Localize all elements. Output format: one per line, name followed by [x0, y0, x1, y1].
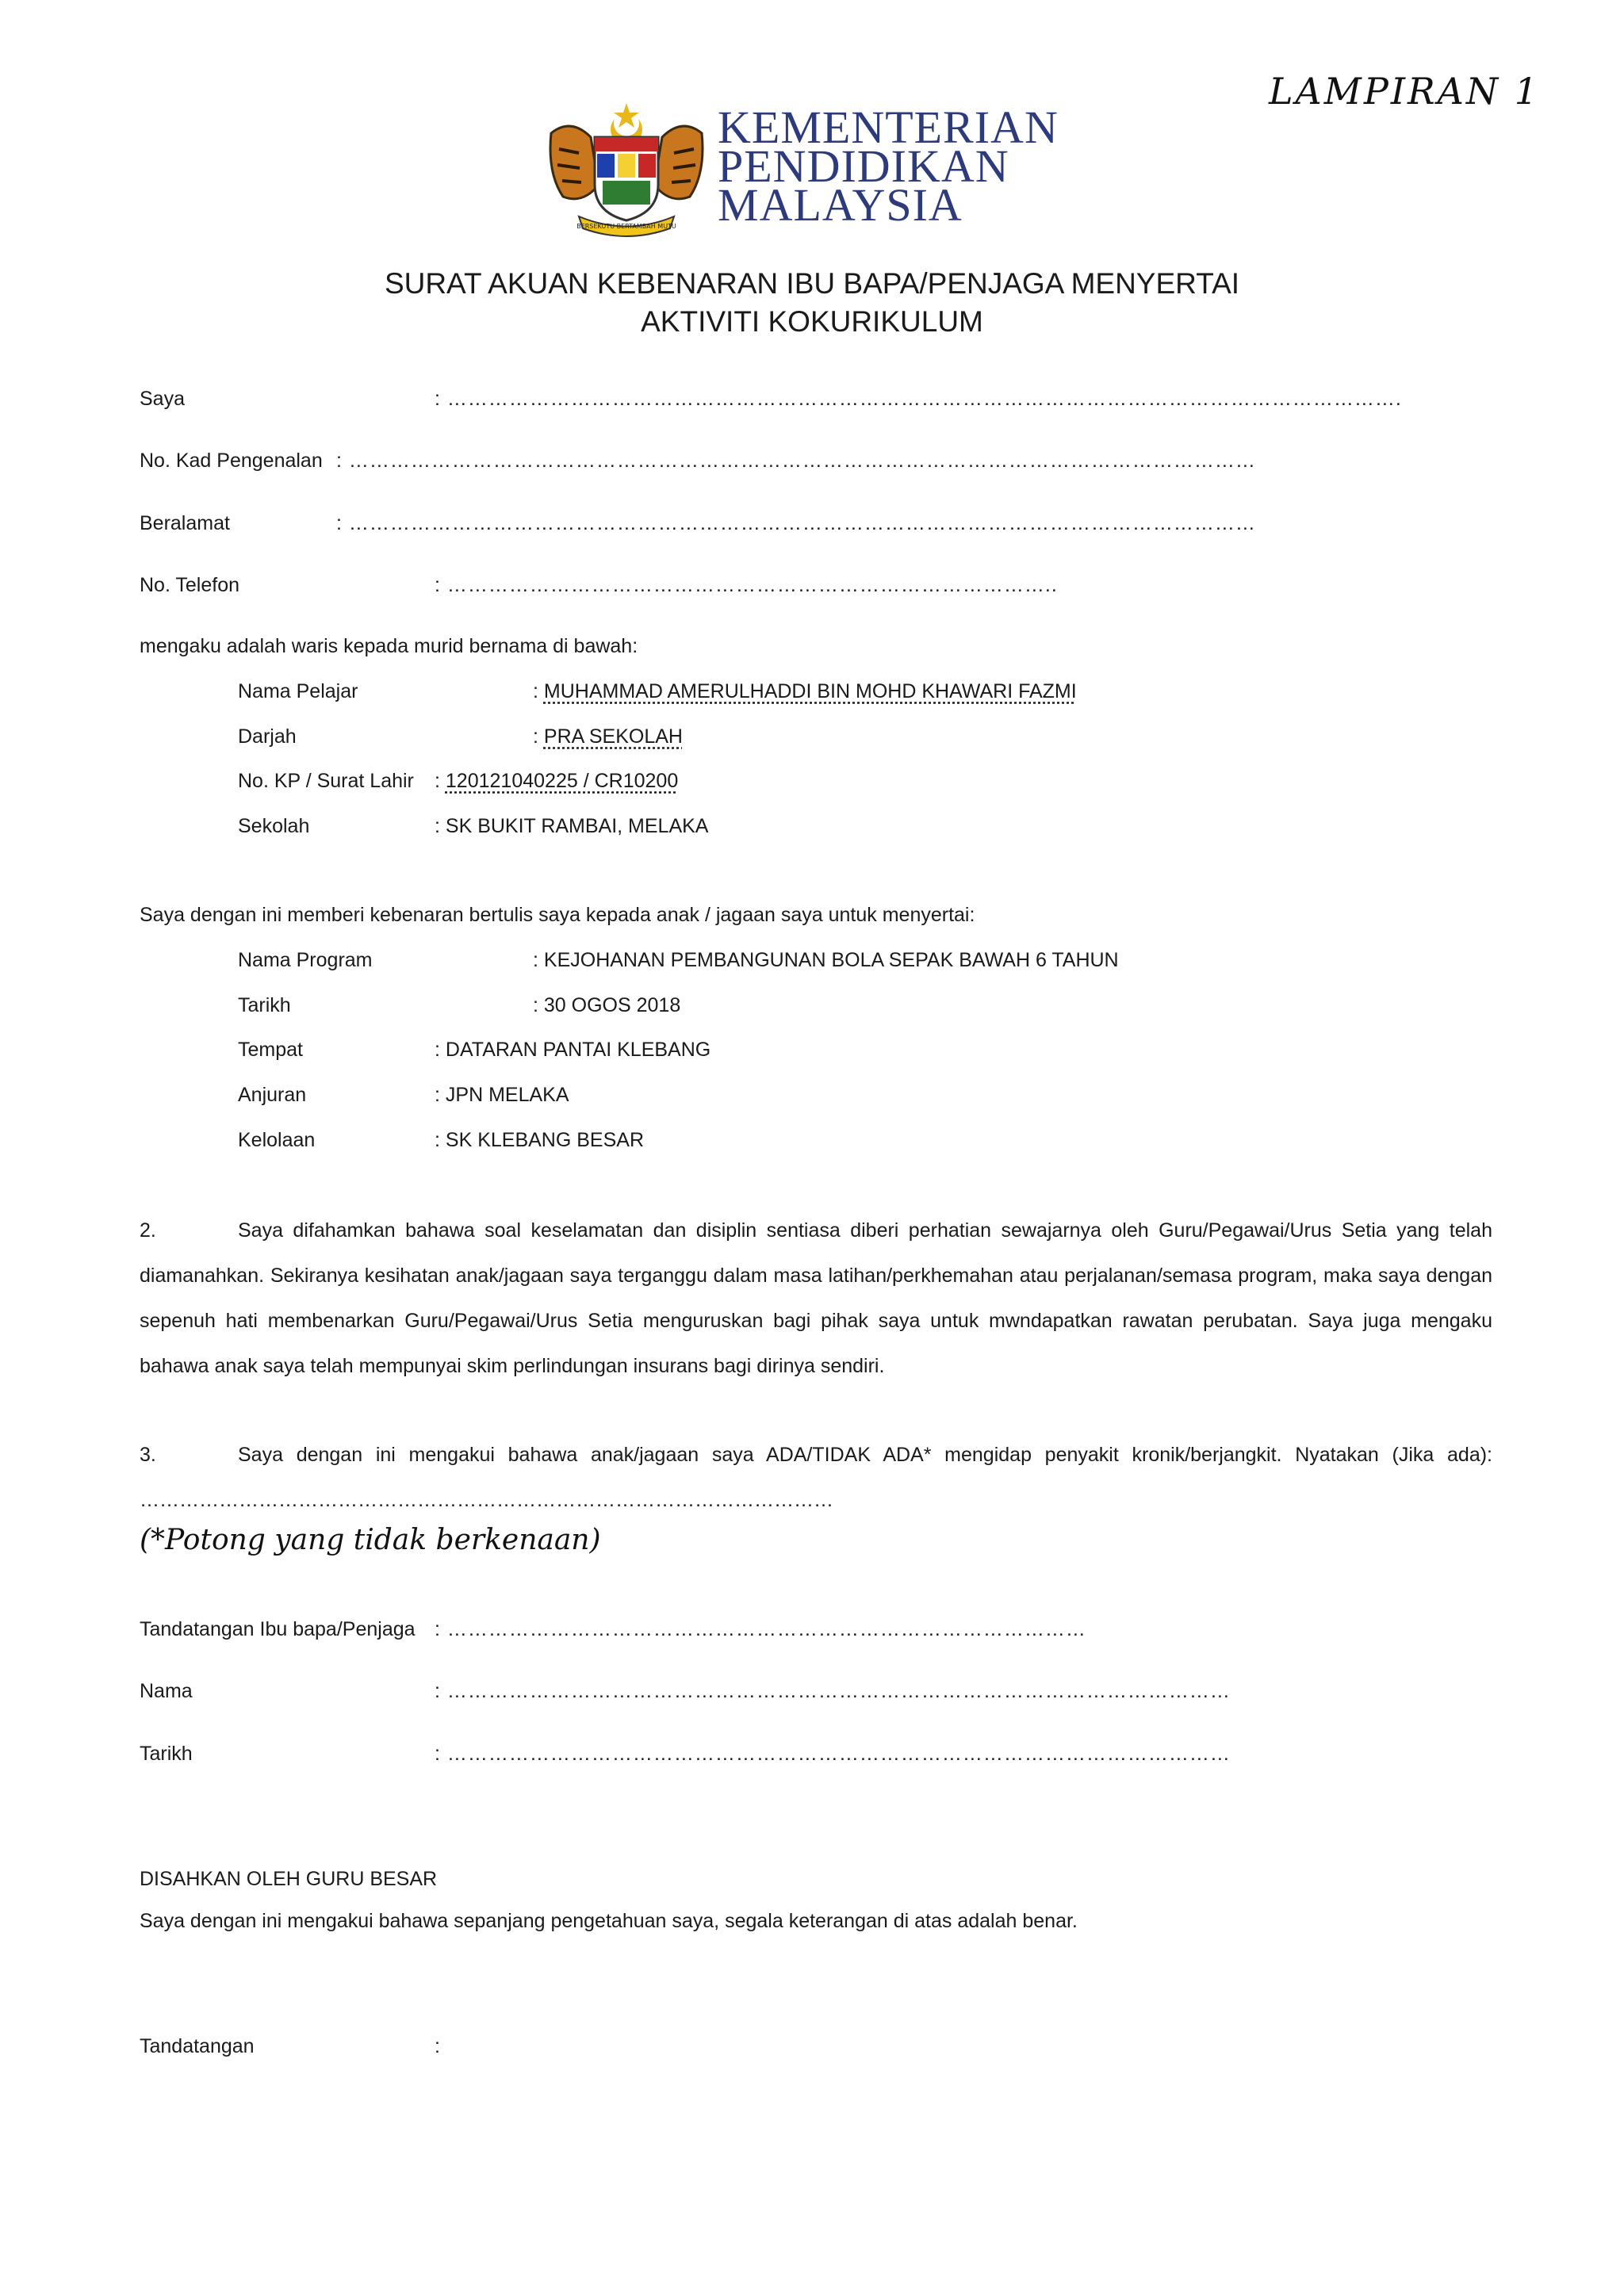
class-value: PRA SEKOLAH	[543, 725, 683, 748]
program-date-value: 30 OGOS 2018	[543, 994, 681, 1016]
paragraph-3-number: 3.	[140, 1444, 156, 1466]
paragraph-2	[140, 1208, 1492, 1389]
kp-row: : 120121040225 / CR10200	[435, 770, 679, 792]
ic-label: No. Kad Pengenalan	[140, 450, 323, 472]
lampiran-label: LAMPIRAN 1	[1269, 70, 1540, 113]
kp-value: 120121040225 / CR10200	[445, 770, 679, 792]
program-date-label: Tarikh	[238, 994, 291, 1016]
permission-intro: Saya dengan ini memberi kebenaran bertulis saya kepada anak / jagaan saya untuk menyertai:	[140, 904, 975, 926]
title-line-1: SURAT AKUAN KEBENARAN IBU BAPA/PENJAGA MENYERTAI	[384, 267, 1240, 300]
program-management-value: SK KLEBANG BESAR	[445, 1129, 645, 1151]
ministry-line-3: MALAYSIA	[718, 179, 963, 231]
program-name-label: Nama Program	[238, 949, 373, 971]
program-date-row: : 30 OGOS 2018	[533, 994, 681, 1016]
ward-intro: mengaku adalah waris kepada murid bernama di bawah:	[140, 635, 638, 657]
student-name-value: MUHAMMAD AMERULHADDI BIN MOHD KHAWARI FAZMI	[543, 680, 1077, 702]
program-place-value: DATARAN PANTAI KLEBANG	[445, 1039, 711, 1061]
program-place-label: Tempat	[238, 1039, 303, 1061]
motto-text: BERSEKUTU BERTAMBAH MUTU	[576, 223, 676, 230]
ministry-line-2: PENDIDIKAN	[718, 140, 1009, 192]
student-name-row: : MUHAMMAD AMERULHADDI BIN MOHD KHAWARI FAZMI	[533, 680, 1077, 702]
phone-field[interactable]: : ……………………………………………………………………………..	[435, 574, 1058, 596]
paragraph-3-text: Saya dengan ini mengakui bahawa anak/jagaan saya ADA/TIDAK ADA* mengidap penyakit kronik/berjangkit. Nyatakan (Jika ada): ……………………………………………………………………………………………	[140, 1444, 1492, 1511]
saya-label: Saya	[140, 388, 185, 410]
program-organizer-label: Anjuran	[238, 1084, 307, 1106]
program-name-value: KEJOHANAN PEMBANGUNAN BOLA SEPAK BAWAH 6 TAHUN	[543, 949, 1119, 971]
saya-field[interactable]: : ………………………………………………………………………………………………………………………….	[435, 388, 1402, 410]
student-name-label: Nama Pelajar	[238, 680, 358, 702]
address-label: Beralamat	[140, 512, 230, 534]
ministry-name	[718, 101, 1059, 231]
document-title	[0, 265, 1624, 341]
ministry-line-1: KEMENTERIAN	[718, 101, 1059, 153]
school-value: SK BUKIT RAMBAI, MELAKA	[445, 815, 709, 837]
sign-date-label: Tarikh	[140, 1743, 193, 1765]
headmaster-signature-label: Tandatangan	[140, 2035, 255, 2057]
paragraph-2-text: Saya difahamkan bahawa soal keselamatan dan disiplin sentiasa diberi perhatian sewajarnya oleh Guru/Pegawai/Urus Setia yang telah diamanahkan. Sekiranya kesihatan anak/jagaan saya terganggu dalam masa latihan/perkhemahan atau perjalanan/semasa program, maka saya dengan sepenuh hati membenarkan Guru/Pegawai/Urus Setia menguruskan bagi pihak saya untuk mwndapatkan rawatan perubatan. Saya juga mengaku bahawa anak saya telah mempunyai skim perlindungan insurans bagi dirinya sendiri.	[140, 1219, 1492, 1377]
program-name-row: : KEJOHANAN PEMBANGUNAN BOLA SEPAK BAWAH 6 TAHUN	[533, 949, 1119, 971]
parent-name-field[interactable]: : ……………………………………………………………………………………………………	[435, 1680, 1231, 1702]
ic-field[interactable]: : ……………………………………………………………………………………………………………………	[336, 450, 1256, 472]
headmaster-heading: DISAHKAN OLEH GURU BESAR	[140, 1868, 438, 1890]
class-row: : PRA SEKOLAH	[533, 725, 683, 748]
headmaster-statement: Saya dengan ini mengakui bahawa sepanjang pengetahuan saya, segala keterangan di atas adalah benar.	[140, 1910, 1078, 1932]
program-management-label: Kelolaan	[238, 1129, 316, 1151]
sign-date-field[interactable]: : ……………………………………………………………………………………………………	[435, 1743, 1231, 1765]
program-place-row: : DATARAN PANTAI KLEBANG	[435, 1039, 711, 1061]
parent-signature-field[interactable]: : …………………………………………………………………………………	[435, 1618, 1086, 1640]
headmaster-signature-field[interactable]: :	[435, 2035, 440, 2057]
school-label: Sekolah	[238, 815, 310, 837]
parent-name-label: Nama	[140, 1680, 193, 1702]
program-organizer-value: JPN MELAKA	[445, 1084, 569, 1106]
school-row: : SK BUKIT RAMBAI, MELAKA	[435, 815, 709, 837]
phone-label: No. Telefon	[140, 574, 240, 596]
strike-note: (*Potong yang tidak berkenaan)	[140, 1524, 601, 1556]
coat-of-arms-icon	[535, 101, 718, 244]
address-field[interactable]: : ……………………………………………………………………………………………………………………	[336, 512, 1256, 534]
paragraph-2-number: 2.	[140, 1219, 156, 1242]
paragraph-3	[140, 1433, 1492, 1523]
program-management-row: : SK KLEBANG BESAR	[435, 1129, 645, 1151]
parent-signature-label: Tandatangan Ibu bapa/Penjaga	[140, 1618, 416, 1640]
kp-label: No. KP / Surat Lahir	[238, 770, 414, 792]
class-label: Darjah	[238, 725, 297, 748]
program-organizer-row: : JPN MELAKA	[435, 1084, 569, 1106]
title-line-2: AKTIVITI KOKURIKULUM	[641, 305, 983, 338]
